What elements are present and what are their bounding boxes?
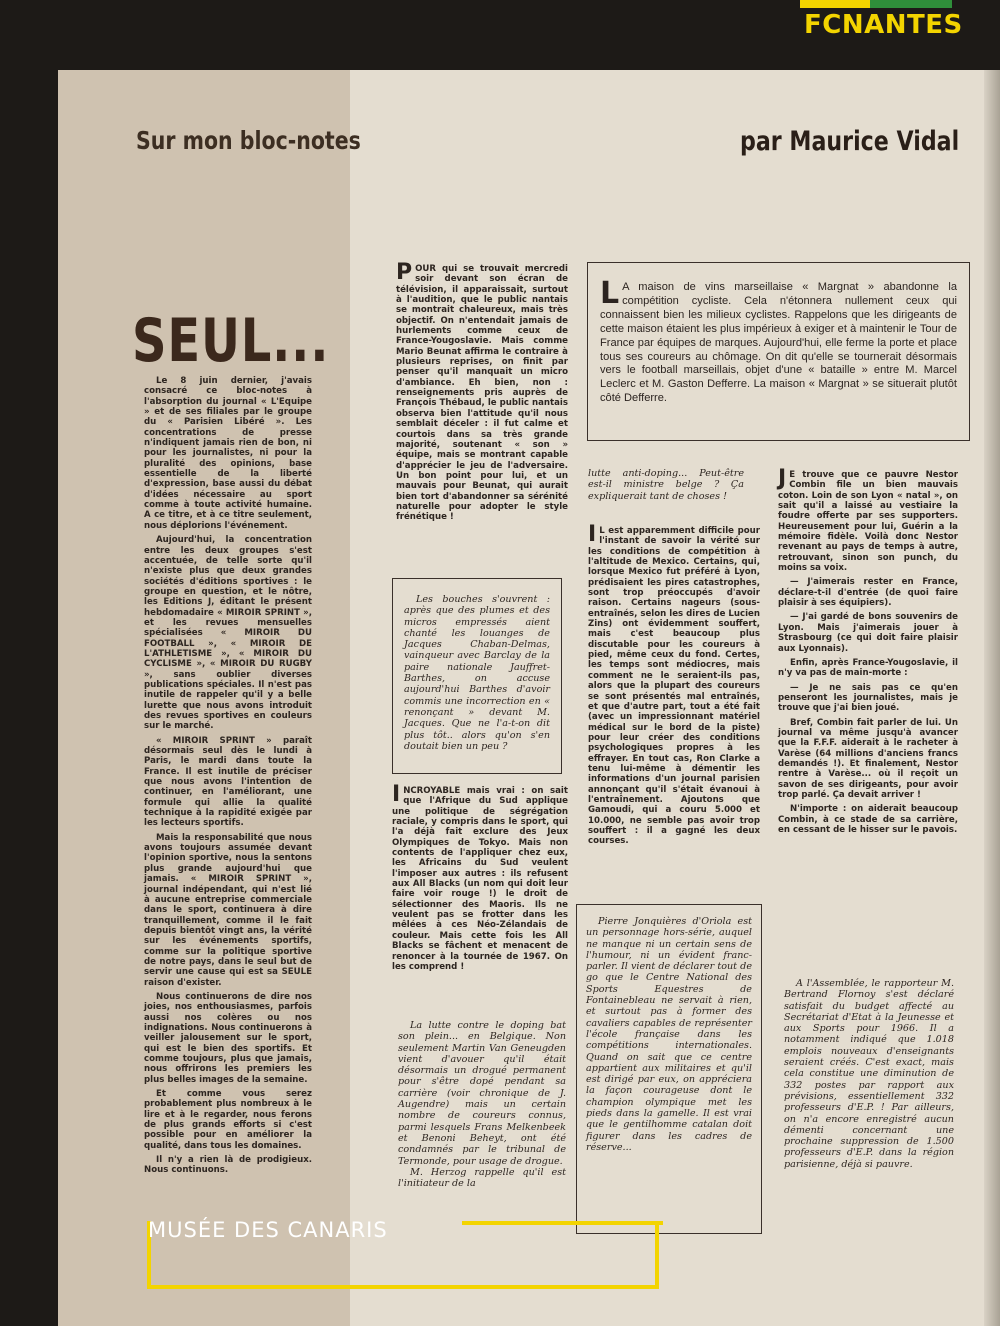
combin-article xyxy=(778,466,958,839)
assemblee-text: A l'Assemblée, le rapporteur M. Bertrand Flornoy s'est déclaré satisfait du budget affecté au Secrétariat d'Etat à la Jeunesse et aux Sports pour 1966. Il a notamment indiqué que 1.018 emplois nouveaux d'enseignants seraient créés. C'est exact, mais cela constitue une diminution de 332 postes par rapport aux prévisions, essentiellement 332 professeurs d'E.P. ! Par ailleurs, on n'a encore enregistré aucun démenti concernant une prochaine suppression de 1.500 professeurs d'E.P. dans la région parisienne, déjà si pauvre. xyxy=(784,978,954,1170)
combin-paragraph: Bref, Combin fait parler de lui. Un journal va même jusqu'à avancer que la F.F.F. aiderait à le racheter à Varèse (64 millions d'anciens francs demandés !). Et finalement, Nestor rentre à Varèse... où il reçoit un savon de ses dirigeants, pour avoir trop parlé. Ça devait arriver ! xyxy=(778,717,958,800)
doping-end-article xyxy=(588,468,744,502)
doping-text: La lutte contre le doping bat son plein... en Belgique. Non seulement Martin Van Geneugden vient d'avouer qu'il était désormais un drogué permanent pour s'être dopé pendant sa carrière (voir chronique de J. Augendre) mais un certain nombre de coureurs connus, parmi lesquels Frans Melkenbeek et Benoni Beheyt, ont été condamnés par le tribunal de Termonde, pour usage de drogue. xyxy=(398,1020,566,1167)
page-fold-shadow xyxy=(984,70,1000,1326)
dropcap: I xyxy=(588,522,597,547)
mexico-text: L est apparemment difficile pour l'instant de savoir la vérité sur les conditions de compétition à l'altitude de Mexico. Certains, qui, lorsque Mexico fut préféré à Lyon, prédisaient les pires catastrophes, sont trop préoccupés d'avoir raison. Certains nageurs (sous-entraînés, selon les dires de Lucien Zins) ont évidemment souffert, mais c'est beaucoup plus discutable pour les coureurs à pied, même ceux du fond. Certes, les temps sont médiocres, mais comment ne le seraient-ils pas, alors que la plupart des coureurs se sont présentés mal entraînés, et que d'autre part, tout a été fait (avec un impressionnant matériel médical sur le bord de la piste) pour leur créer des conditions psychologiques propres à les effrayer. En tout cas, Ron Clarke a tenu lui-même à démentir les informations d'un journal parisien annonçant qu'il s'était évanoui à l'entraînement. Ajoutons que Gamoudi, qui a couru 5.000 et 10.000, ne semble pas avoir trop souffert : il a gagné les deux courses. xyxy=(588,526,760,847)
seul-paragraph: Aujourd'hui, la concentration entre les deux groupes s'est accentuée, de telle sorte qu'il n'existe plus que deux grandes sociétés d'éditions sportives : le groupe en question, et le nôtre, les Editions J, éditant le présent hebdomadaire « MIROIR SPRINT », et les revues mensuelles spécialisées « MIROIR DU FOOTBALL », « MIROIR DE L'ATHLETISME », « MIROIR DU CYCLISME », « MIROIR DU RUGBY », sans oublier diverses publications spéciales. Il n'est pas inutile de rappeler qu'il y a belle lurette que nous avons introduit des revues sportives en couleurs sur le marché. xyxy=(144,535,312,732)
bouches-article xyxy=(404,594,550,752)
oriola-text: Pierre Jonquières d'Oriola est un personnage hors-série, auquel ne manque ni un certain sens de l'humour, ni un évident franc-parler. Il vient de déclarer tout de go que le Centre National des Sports Equestres de Fontainebleau ne servait à rien, et surtout pas à former des cavaliers capables de représenter l'école française dans les compétitions internationales. Quand on sait que ce centre appartient aux militaires et qu'il est dirigé par eux, on appréciera la façon courageuse dont le champion olympique met les pieds dans la gamelle. Il est vrai que le gentilhomme catalan doit figurer dans les cadres de réserve... xyxy=(586,916,752,1153)
doping-end-text: lutte anti-doping... Peut-être est-il ministre belge ? Ça expliquerait tant de choses ! xyxy=(588,468,744,502)
doping-text-2: M. Herzog rappelle qu'il est l'initiateur de la xyxy=(398,1166,566,1190)
margnat-text: A maison de vins marseillaise « Margnat » abandonne la compétition cycliste. Cela n'étonnera nullement ceux qui connaissent bien les milieux cyclistes. Rappelons que les dirigeants de cette maison étaient les plus impérieux à exiger et à maintenir le Tour de France par équipes de marques. Aujourd'hui, elle ferme la porte et place tous ses coureurs au chômage. On dit qu'elle se tournerait désormais vers le football marseillais, objet d'une « bataille » entre M. Marcel Leclerc et M. Gaston Defferre. La maison « Margnat » se situerait plutôt côté Defferre. xyxy=(600,281,957,405)
combin-paragraph: — J'aimerais rester en France, déclare-t-il d'entrée (de quoi faire plaisir à ses équipiers). xyxy=(778,577,958,609)
seul-article xyxy=(144,376,312,1180)
watermark-frame-top xyxy=(462,1221,663,1225)
combin-paragraph: Enfin, après France-Yougoslavie, il n'y va pas de main-morte : xyxy=(778,657,958,679)
incroyable-article xyxy=(392,782,568,976)
byline: par Maurice Vidal xyxy=(740,126,960,157)
combin-paragraph: — Je ne sais pas ce qu'en penseront les journalistes, mais je trouve que j'ai bien joué. xyxy=(778,682,958,714)
seul-paragraph: Et comme vous serez probablement plus nombreux à le lire et à le regarder, nous ferons de plus grands efforts si c'est possible pour en améliorer la qualité, dans tous les domaines. xyxy=(144,1089,312,1151)
assemblee-article xyxy=(784,978,954,1170)
seul-paragraph: Le 8 juin dernier, j'avais consacré ce bloc-notes à l'absorption du journal « L'Equipe » et de ses filiales par le groupe du « Parisien Libéré ». Les concentrations de presse n'indiquent jamais rien de bon, ni pour les journalistes, ni pour la pluralité des opinions, base essentielle de la liberté d'expression, base aussi du débat d'idées nécessaire au sport comme à toute activité humaine. A ce titre, et à ce titre seulement, nous déplorions l'événement. xyxy=(144,376,312,531)
bouches-text: Les bouches s'ouvrent : après que des plumes et des micros empressés aient chanté les louanges de Jacques Chaban-Delmas, vainqueur avec Barclay de la paire nationale Jauffret-Barthes, on accuse aujourd'hui Barthes d'avoir commis une incorrection en « renonçant » devant M. Jacques. Que ne l'a-t-on dit plus tôt.. alors qu'on s'en doutait bien un peu ? xyxy=(404,594,550,752)
pour-article xyxy=(396,260,568,527)
seul-paragraph: « MIROIR SPRINT » paraît désormais seul dès le lundi à Paris, le mardi dans toute la France. Il est inutile de préciser que nous avons l'intention de continuer, en l'améliorant, une formule qui allie la qualité technique à la rapidité exigée par les lecteurs sportifs. xyxy=(144,735,312,829)
seul-paragraph: Nous continuerons de dire nos joies, nos enthousiasmes, parfois aussi nos colères ou nos indignations. Nous continuerons à veiller jalousement sur le sport, qui est le bien des sportifs. Et comme toujours, plus que jamais, nous offrirons les premiers les plus belles images de la semaine. xyxy=(144,991,312,1085)
seul-paragraph: Mais la responsabilité que nous avons toujours assumée devant l'opinion sportive, nous la sentons plus grande aujourd'hui que jamais. « MIROIR SPRINT », journal indépendant, qui n'est lié à aucune entreprise commerciale dans le sport, continuera à dire tranquillement, comme il le fait depuis bientôt vingt ans, la vérité sur les événements sportifs, comme sur la politique sportive de notre pays, dans le seul but de servir une cause qui est sa SEULE raison d'exister. xyxy=(144,832,312,988)
magazine-page xyxy=(58,70,1000,1326)
headline-seul: SEUL... xyxy=(132,306,330,376)
brand-label: FCNANTES xyxy=(804,10,963,40)
combin-paragraph: — J'ai gardé de bons souvenirs de Lyon. Mais j'aimerais jouer à Strasbourg (ce qui doit faire plaisir aux Lyonnais). xyxy=(778,612,958,654)
dropcap: P xyxy=(396,260,413,285)
column-title: Sur mon bloc-notes xyxy=(136,126,361,155)
oriola-article xyxy=(586,916,752,1153)
combin-paragraph: N'importe : on aiderait beaucoup Combin, à ce stade de sa carrière, en cessant de le hisser sur le pavois. xyxy=(778,804,958,835)
dropcap: I xyxy=(392,782,401,807)
doping-article xyxy=(398,1020,566,1189)
margnat-box xyxy=(587,262,970,441)
mexico-article xyxy=(588,522,760,851)
dropcap: L xyxy=(600,276,620,311)
combin-text: E trouve que ce pauvre Nestor Combin file un bien mauvais coton. Loin de son Lyon « natal », on sait qu'il a laissé au vestiaire la foudre offerte par ses supporters. Heureusement pour lui, Guérin a la mémoire fidèle. Voilà donc Nestor revenant au pays de temps à autre, retrouvant, sinon son punch, du moins sa voix. xyxy=(778,470,958,574)
watermark-label: MUSÉE DES CANARIS xyxy=(148,1218,388,1242)
seul-paragraph: Il n'y a rien là de prodigieux. Nous continuons. xyxy=(144,1155,312,1176)
incroyable-text: NCROYABLE mais vrai : on sait que l'Afrique du Sud applique une politique de ségrégation raciale, y compris dans le sport, qui l'a déjà fait exclure des Jeux Olympiques de Tokyo. Mais non contents de l'appliquer chez eux, les Africains du Sud veulent l'imposer aux autres : ils refusent aux All Blacks (un nom qui doit leur faire voir rouge !) le droit de sélectionner des Maoris. Ils ne veulent pas se frotter dans les mêlées à ces Néo-Zélandais de couleur. Mais cette fois les All Blacks se fâchent et menacent de renoncer à la tournée de 1967. On les comprend ! xyxy=(392,786,568,972)
dropcap: J xyxy=(778,466,787,491)
brand-bar-accent xyxy=(870,0,952,8)
pour-text: OUR qui se trouvait mercredi soir devant son écran de télévision, il apparaissait, surtout à l'audition, que le public nantais se montrait chaleureux, mais très objectif. On n'entendait jamais de hurlements comme ceux de France-Yougoslavie. Mais comme Mario Beunat affirma le contraire à plusieurs reprises, on finit par penser qu'il manquait un micro d'ambiance. Eh bien, non : renseignements pris auprès de François Thébaud, le public nantais observa bien l'attitude qu'il nous semblait déceler : il fut calme et courtois dans sa très grande majorité, soutenant « son » équipe, mais se montrant capable d'apprécier le jeu de l'adversaire. Un bon point pour lui, et un mauvais pour Beunat, qui aurait bien tort d'abandonner sa sérénité naturelle pour adopter le style frénétique ! xyxy=(396,264,568,523)
